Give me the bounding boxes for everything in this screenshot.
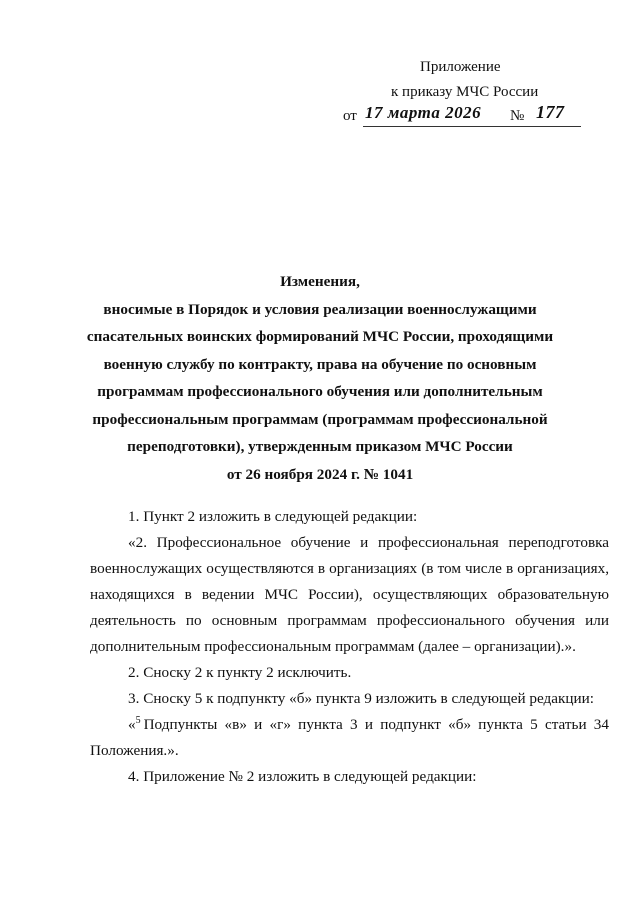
number-sign: № (510, 108, 525, 124)
paragraph-quote-line: военнослужащих осуществляются в организациях (в том числе в организациях, (90, 560, 609, 577)
appendix-line-3 (343, 102, 583, 132)
paragraph-footnote-line (90, 712, 609, 738)
handwritten-number: 177 (536, 102, 565, 122)
paragraph-quote-line: находящихся в ведении МЧС России), осуществляющих образовательную (90, 586, 609, 603)
appendix-line-2 (391, 82, 538, 102)
paragraph-item-4: 4. Приложение № 2 изложить в следующей редакции: (128, 768, 477, 785)
paragraph-quote-line: «2. Профессиональное обучение и профессиональная переподготовка (128, 534, 609, 551)
title-line: переподготовки), утвержденным приказом МЧС России (127, 438, 513, 455)
paragraph-item-3: 3. Сноску 5 к подпункту «б» пункта 9 изложить в следующей редакции: (128, 690, 594, 707)
paragraph-quote-line: дополнительным профессиональным программам (далее – организации).». (90, 638, 576, 655)
footnote-content: Подпункты «в» и «г» пункта 3 и подпункт «б» пункта 5 статьи 34 (143, 716, 609, 733)
title-line: профессиональным программам (программам профессиональной (92, 410, 548, 428)
footnote-text (128, 712, 609, 738)
document-body (90, 504, 609, 790)
paragraph-quote-line: деятельность по основным программам профессионального обучения или (90, 612, 609, 629)
footnote-marker: 5 (135, 714, 141, 726)
title-line: вносимые в Порядок и условия реализации военнослужащими (103, 300, 537, 318)
appendix-line-1 (420, 57, 501, 77)
paragraph-item-1: 1. Пункт 2 изложить в следующей редакции: (128, 508, 418, 525)
title-line: военную службу по контракту, права на обучение по основным (103, 355, 537, 373)
appendix-label: Приложение (420, 59, 501, 75)
appendix-order-ref: к приказу МЧС России (391, 84, 539, 100)
title-line: от 26 ноября 2024 г. № 1041 (226, 465, 414, 483)
date-prefix: от (343, 108, 357, 124)
paragraph-footnote-line-2: Положения.». (90, 742, 179, 759)
signature-underline (363, 126, 581, 127)
paragraph-item-2: 2. Сноску 2 к пункту 2 исключить. (128, 664, 352, 681)
title-line: Изменения, (280, 273, 360, 290)
title-line: спасательных воинских формирований МЧС России, проходящими (86, 328, 554, 345)
open-quote: « (128, 716, 136, 733)
title-line: программам профессионального обучения или дополнительным (97, 383, 543, 400)
handwritten-date: 17 марта 2026 (365, 103, 482, 122)
document-title (60, 268, 580, 488)
